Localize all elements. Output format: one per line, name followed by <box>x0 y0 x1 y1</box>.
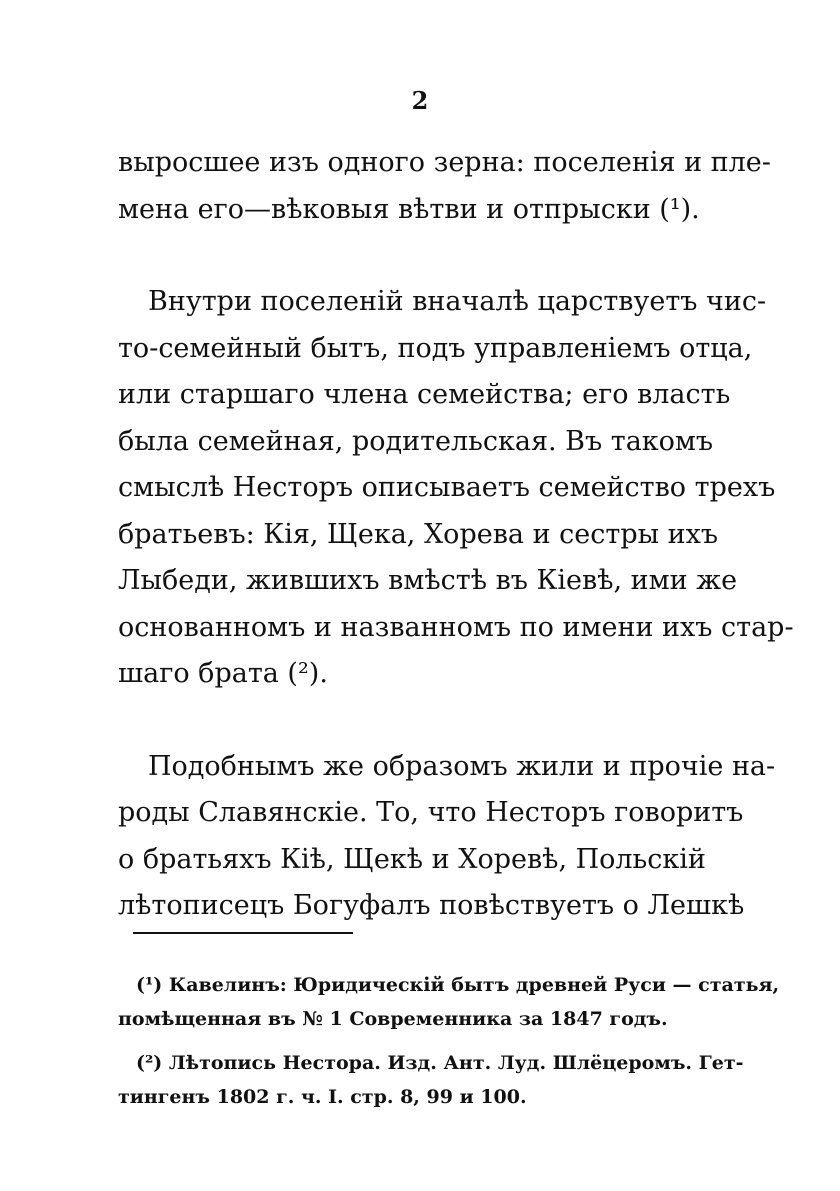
body-text <box>118 140 794 976</box>
text-line: мена его—вѣковыя вѣтви и отпрыски (¹). <box>118 193 700 225</box>
text-line: о братьяхъ Кіѣ, Щекѣ и Хоревѣ, Польскій <box>118 843 706 875</box>
text-line: братьевъ: Кія, Щека, Хорева и сестры ихъ <box>118 518 719 550</box>
page-number: 2 <box>411 86 429 115</box>
footnote-line: (¹) Кавелинъ: Юридическій бытъ древней Руси — статья, <box>136 974 780 996</box>
footnote-divider <box>133 932 353 934</box>
text-line: шаго брата (²). <box>118 658 328 689</box>
text-line: или старшаго члена семейства; его власть <box>118 379 731 410</box>
footnote-line: (²) Лѣтопись Нестора. Изд. Ант. Луд. Шлёцеромъ. Гет- <box>136 1052 744 1074</box>
paragraph-1 <box>118 140 771 233</box>
paragraph-3 <box>118 744 776 930</box>
footnotes <box>118 968 780 1124</box>
paragraph-2 <box>118 279 794 698</box>
text-line: была семейная, родительская. Въ такомъ <box>118 425 714 457</box>
footnote-1 <box>118 968 780 1036</box>
text-line: роды Славянскіе. То, что Несторъ говоритъ <box>118 797 744 828</box>
text-line: выросшее изъ одного зерна: поселенія и пле- <box>118 147 771 178</box>
text-line: смыслѣ Несторъ описываетъ семейство трехъ <box>118 472 776 503</box>
text-line: Подобнымъ же образомъ жили и прочіе на- <box>148 750 776 782</box>
text-line: лѣтописецъ Богуфалъ повѣствуетъ о Лешкѣ <box>118 890 745 921</box>
text-line: то-семейный бытъ, подъ управленіемъ отца, <box>118 332 753 364</box>
text-line: Лыбеди, жившихъ вмѣстѣ въ Кіевѣ, ими же <box>118 565 738 596</box>
footnote-line: тингенъ 1802 г. ч. I. стр. 8, 99 и 100. <box>118 1086 527 1108</box>
footnote-2 <box>118 1046 744 1114</box>
footnote-line: помѣщенная въ № 1 Современника за 1847 годъ. <box>118 1008 668 1030</box>
text-line: Внутри поселеній вначалѣ царствуетъ чис- <box>148 286 767 317</box>
text-line: основанномъ и названномъ по имени ихъ стар- <box>118 611 794 643</box>
